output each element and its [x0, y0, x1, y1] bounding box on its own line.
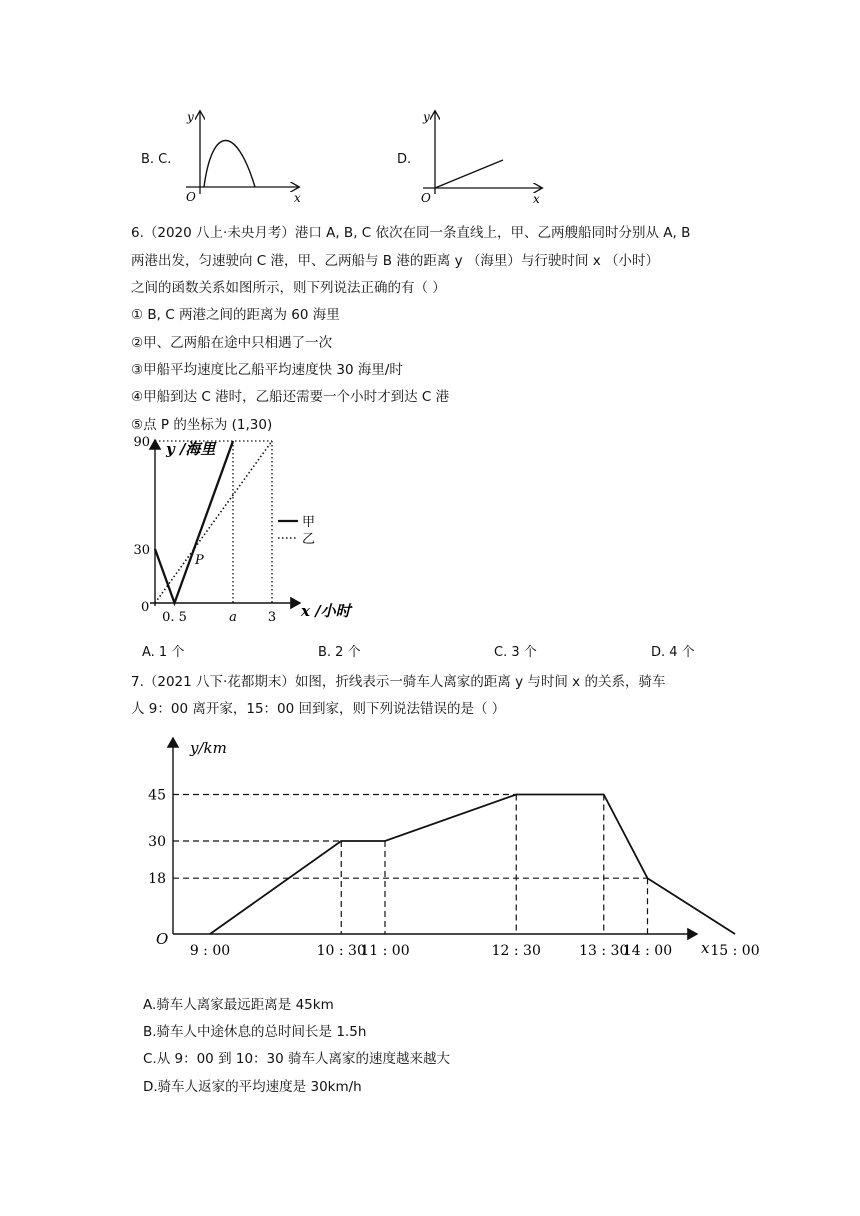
- chart7-series-line: [210, 795, 735, 935]
- chart6-legend-yi: 乙: [302, 532, 316, 547]
- q6-option-d: D. 4 个: [651, 645, 695, 660]
- chart6-series-yi: [155, 441, 272, 603]
- graph-c-origin: O: [186, 190, 196, 204]
- q6-stem-line-1: 6.（2020 八上·未央月考）港口 A, B, C 依次在同一条直线上，甲、乙两艘船同时分别从 A, B: [131, 225, 691, 241]
- q6-option-c: C. 3 个: [494, 645, 537, 660]
- q6-stem-line-3: 之间的函数关系如图所示，则下列说法正确的有（ ）: [131, 280, 446, 296]
- q6-stem-line-2: 两港出发，匀速驶向 C 港，甲、乙两船与 B 港的距离 y （海里）与行驶时间 x （小时）: [131, 253, 659, 269]
- chart7-xtick-1230: 12 : 30: [491, 943, 541, 959]
- chart7-xtick-1500: 15 : 00: [710, 943, 760, 959]
- chart-ship-distance: [130, 434, 370, 630]
- chart7-xtick-1030: 10 : 30: [316, 943, 366, 959]
- chart6-ytick-30: 30: [133, 543, 150, 558]
- q7-option-c: C.从 9：00 到 10：30 骑车人离家的速度越来越大: [143, 1051, 451, 1067]
- chart7-xtick-1400: 14 : 00: [622, 943, 673, 959]
- graph-d-ylabel: y: [423, 110, 430, 124]
- chart6-xlabel: x /小时: [301, 602, 351, 620]
- chart7-xlabel: x: [701, 939, 710, 957]
- chart7-ylabel: y/km: [190, 739, 227, 757]
- graph-d-origin: O: [421, 191, 431, 205]
- chart6-ytick-90: 90: [133, 435, 150, 450]
- graph-c: [178, 106, 308, 206]
- graph-d: [415, 106, 550, 206]
- option-bc-label: B. C.: [141, 152, 172, 167]
- chart6-ylabel: y /海里: [166, 440, 216, 458]
- graph-d-xlabel: x: [533, 192, 540, 206]
- chart7-ytick-30: 30: [148, 834, 166, 850]
- q7-option-a: A.骑车人离家最远距离是 45km: [143, 997, 334, 1013]
- chart6-legend-jia: 甲: [302, 515, 316, 530]
- q7-stem-line-1: 7.（2021 八下·花都期末）如图，折线表示一骑车人离家的距离 y 与时间 x 的关系，骑车: [131, 674, 666, 690]
- chart6-xtick-0p5: 0. 5: [162, 610, 187, 625]
- chart7-origin: O: [156, 930, 169, 948]
- chart6-origin: 0: [141, 600, 150, 615]
- graph-c-curve: [204, 140, 255, 187]
- q7-stem-line-2: 人 9：00 离开家，15：00 回到家，则下列说法错误的是（ ）: [131, 701, 506, 717]
- q6-statement-4: ④甲船到达 C 港时，乙船还需要一个小时才到达 C 港: [131, 389, 450, 405]
- chart-cyclist-distance: [140, 732, 760, 972]
- graph-d-line: [435, 160, 503, 188]
- chart7-ytick-45: 45: [148, 787, 166, 804]
- chart7-xtick-1330: 13 : 30: [579, 943, 629, 959]
- chart6-xtick-a: a: [229, 610, 237, 625]
- q6-option-b: B. 2 个: [318, 645, 361, 660]
- chart7-xtick-1100: 11 : 00: [360, 943, 410, 959]
- q6-statement-3: ③甲船平均速度比乙船平均速度快 30 海里/时: [131, 362, 403, 378]
- chart6-xtick-3: 3: [267, 610, 277, 625]
- chart7-ytick-18: 18: [148, 871, 166, 888]
- chart6-point-p-label: P: [195, 553, 204, 568]
- q6-option-a: A. 1 个: [142, 645, 185, 660]
- graph-c-xlabel: x: [294, 191, 301, 205]
- graph-c-ylabel: y: [187, 110, 194, 124]
- q6-statement-1: ① B, C 两港之间的距离为 60 海里: [131, 307, 340, 323]
- q6-statement-2: ②甲、乙两船在途中只相遇了一次: [131, 335, 333, 351]
- option-d-label: D.: [397, 152, 412, 167]
- q6-statement-5: ⑤点 P 的坐标为 (1,30): [131, 417, 273, 433]
- chart6-series-jia: [155, 441, 233, 603]
- q7-option-b: B.骑车人中途休息的总时间长是 1.5h: [143, 1024, 367, 1040]
- q7-option-d: D.骑车人返家的平均速度是 30km/h: [143, 1079, 362, 1095]
- chart7-xtick-0900: 9 : 00: [189, 943, 231, 959]
